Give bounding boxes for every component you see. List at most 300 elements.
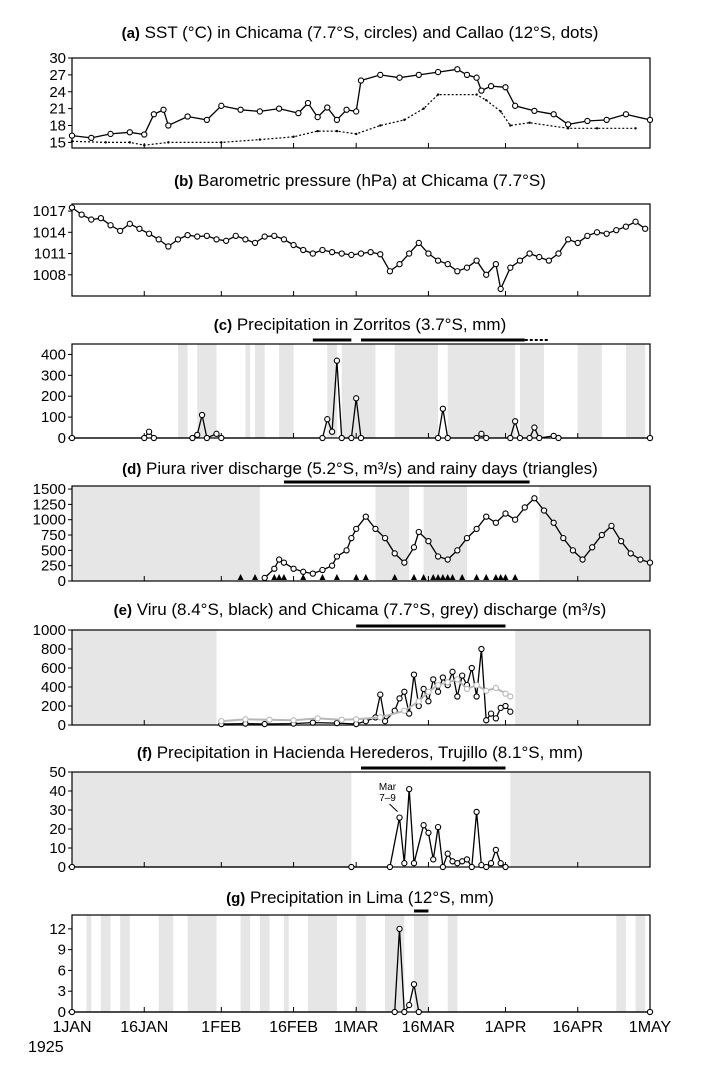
data-point xyxy=(310,571,315,576)
data-point xyxy=(460,673,465,678)
panel-a xyxy=(49,23,652,151)
data-point xyxy=(614,228,619,233)
data-point xyxy=(69,205,74,210)
data-point xyxy=(402,560,407,565)
data-point xyxy=(108,223,113,228)
data-point xyxy=(455,67,460,72)
data-point xyxy=(426,699,431,704)
data-point xyxy=(325,105,330,110)
data-point xyxy=(252,240,257,245)
data-point xyxy=(368,250,373,255)
data-point xyxy=(98,216,103,221)
y-tick-label: 40 xyxy=(49,783,66,800)
panel-tag-c: (c) xyxy=(213,317,233,334)
data-point xyxy=(89,217,94,222)
y-tick-label: 10 xyxy=(49,840,66,857)
y-tick-label: 400 xyxy=(40,679,66,696)
plot-frame-a xyxy=(72,58,650,148)
data-point xyxy=(195,234,200,239)
data-point xyxy=(291,566,296,571)
data-point xyxy=(262,234,267,239)
data-point xyxy=(281,560,286,565)
data-point xyxy=(267,717,272,722)
shaded-period xyxy=(520,344,544,438)
data-point xyxy=(69,133,74,138)
data-point xyxy=(378,715,383,720)
panel-f xyxy=(49,743,650,876)
shaded-period xyxy=(308,915,337,1012)
panel-tag-g: (g) xyxy=(226,890,246,907)
data-point xyxy=(71,140,73,142)
panel-tag-e: (e) xyxy=(113,602,132,619)
data-point xyxy=(566,122,571,127)
data-point xyxy=(469,665,474,670)
data-point xyxy=(445,262,450,267)
data-point xyxy=(355,133,357,135)
y-tick-label: 0 xyxy=(57,859,66,876)
shaded-period xyxy=(178,344,188,438)
data-point xyxy=(291,242,296,247)
data-point xyxy=(643,226,648,231)
shaded-period xyxy=(424,486,467,581)
panel-tag-a: (a) xyxy=(121,25,140,42)
data-point xyxy=(204,233,209,238)
data-point xyxy=(435,435,440,440)
data-point xyxy=(628,551,633,556)
data-point xyxy=(137,226,142,231)
data-point xyxy=(493,685,498,690)
data-point xyxy=(301,569,306,574)
data-point xyxy=(402,708,407,713)
data-point xyxy=(411,672,416,677)
shaded-period xyxy=(101,915,111,1012)
data-point xyxy=(647,435,652,440)
data-point xyxy=(310,720,315,725)
shaded-period xyxy=(260,915,270,1012)
data-point xyxy=(190,435,195,440)
y-tick-label: 6 xyxy=(57,962,66,980)
data-point xyxy=(485,99,487,101)
data-point xyxy=(407,251,412,256)
rainy-day-triangle xyxy=(498,574,504,580)
data-point xyxy=(315,716,320,721)
shaded-period xyxy=(72,772,351,867)
data-point xyxy=(339,717,344,722)
data-point xyxy=(301,247,306,252)
data-point xyxy=(272,233,277,238)
data-point xyxy=(233,233,238,238)
y-tick-label: 1000 xyxy=(32,511,66,529)
data-point xyxy=(503,511,508,516)
y-tick-label: 600 xyxy=(40,660,66,677)
data-point xyxy=(508,435,513,440)
data-point xyxy=(488,84,493,89)
data-point xyxy=(185,233,190,238)
shaded-period xyxy=(120,915,130,1012)
data-point xyxy=(79,212,84,217)
y-tick-label: 12 xyxy=(49,920,66,938)
data-point xyxy=(479,431,484,436)
data-point xyxy=(378,252,383,257)
panel-title-text-a: SST (°C) in Chicama (7.7°S, circles) and Callao (12°S, dots) xyxy=(139,23,599,42)
y-tick-label: 0 xyxy=(57,1004,66,1021)
y-tick-label: 300 xyxy=(40,367,66,385)
annotation-arrow xyxy=(390,804,398,812)
y-tick-label: 1008 xyxy=(32,266,66,284)
data-point xyxy=(358,78,363,83)
data-point xyxy=(411,982,416,987)
data-point xyxy=(445,851,450,856)
data-point xyxy=(464,686,469,691)
data-point xyxy=(354,717,359,722)
data-point xyxy=(464,535,469,540)
annotation-line: 7–9 xyxy=(379,793,396,804)
shaded-period xyxy=(245,344,250,438)
data-point xyxy=(358,251,363,256)
data-point xyxy=(604,231,609,236)
annotation-line: Mar xyxy=(378,782,397,793)
data-point xyxy=(647,1009,652,1014)
data-point xyxy=(175,237,180,242)
data-point xyxy=(127,130,132,135)
panel-title-text-d: Piura river discharge (5.2°S, m³/s) and rainy days (triangles) xyxy=(141,459,598,478)
data-point xyxy=(330,250,335,255)
data-point xyxy=(378,72,383,77)
y-tick-label: 750 xyxy=(40,527,66,545)
data-point xyxy=(604,117,609,122)
x-tick-label: 1JAN xyxy=(52,1019,92,1036)
y-tick-label: 0 xyxy=(57,573,66,590)
data-point xyxy=(151,112,156,117)
shaded-period xyxy=(515,630,650,725)
y-tick-label: 1000 xyxy=(32,622,66,639)
data-point xyxy=(633,219,638,224)
data-point xyxy=(204,117,209,122)
data-point xyxy=(354,526,359,531)
shaded-period xyxy=(539,486,650,581)
annotation-label xyxy=(379,782,397,804)
data-point xyxy=(325,417,330,422)
y-tick-label: 0 xyxy=(57,430,66,447)
data-point xyxy=(146,231,151,236)
data-point xyxy=(508,265,513,270)
data-point xyxy=(596,127,598,129)
data-point xyxy=(426,689,431,694)
data-point xyxy=(397,815,402,820)
data-point xyxy=(532,425,537,430)
data-point xyxy=(349,864,354,869)
data-point xyxy=(585,233,590,238)
data-point xyxy=(373,526,378,531)
data-point xyxy=(647,117,652,122)
x-year-label: 1925 xyxy=(28,1039,64,1056)
data-point xyxy=(69,1009,74,1014)
panel-title-text-g: Precipitation in Lima (12°S, mm) xyxy=(245,888,494,907)
data-point xyxy=(551,112,556,117)
data-point xyxy=(421,686,426,691)
y-tick-label: 200 xyxy=(40,698,66,715)
data-point xyxy=(199,412,204,417)
data-point xyxy=(358,435,363,440)
data-point xyxy=(422,107,424,109)
data-point xyxy=(416,240,421,245)
data-point xyxy=(532,496,537,501)
data-point xyxy=(402,1009,407,1014)
data-point xyxy=(142,132,147,137)
data-point xyxy=(334,117,339,122)
data-point xyxy=(397,75,402,80)
data-point xyxy=(517,435,522,440)
panel-title-f xyxy=(137,743,583,762)
data-point xyxy=(528,121,530,123)
y-tick-label: 500 xyxy=(40,542,66,560)
shaded-period xyxy=(510,772,650,867)
data-point xyxy=(403,119,405,121)
rainy-day-triangle xyxy=(281,574,287,580)
data-point xyxy=(426,251,431,256)
data-point xyxy=(479,88,484,93)
panel-tag-d: (d) xyxy=(122,461,142,478)
data-point xyxy=(382,719,387,724)
data-point xyxy=(118,228,123,233)
x-tick-label: 16JAN xyxy=(120,1019,169,1036)
data-point xyxy=(484,435,489,440)
data-point xyxy=(594,230,599,235)
data-point xyxy=(493,520,498,525)
data-point xyxy=(638,557,643,562)
data-point xyxy=(484,272,489,277)
data-point xyxy=(382,535,387,540)
data-point xyxy=(349,252,354,257)
data-point xyxy=(634,127,636,129)
shaded-period xyxy=(636,915,646,1012)
data-point xyxy=(435,258,440,263)
data-point xyxy=(407,1002,412,1007)
data-point xyxy=(580,557,585,562)
panel-title-d xyxy=(122,459,598,478)
data-point xyxy=(349,435,354,440)
data-point xyxy=(281,237,286,242)
data-point xyxy=(440,406,445,411)
data-point xyxy=(407,787,412,792)
panel-tag-b: (b) xyxy=(174,173,194,190)
data-point xyxy=(513,103,518,108)
data-point xyxy=(567,127,569,129)
data-point xyxy=(89,135,94,140)
panel-title-c xyxy=(214,315,507,334)
data-point xyxy=(609,523,614,528)
data-point xyxy=(411,861,416,866)
data-point xyxy=(585,118,590,123)
data-point xyxy=(387,864,392,869)
data-point xyxy=(277,557,282,562)
y-tick-label: 3 xyxy=(57,983,66,1001)
data-point xyxy=(378,692,383,697)
x-tick-label: 1FEB xyxy=(201,1019,242,1036)
y-tick-label: 1014 xyxy=(32,224,66,242)
rainy-day-triangle xyxy=(512,574,518,580)
series-line-chicama xyxy=(72,208,645,289)
shaded-period xyxy=(356,915,366,1012)
y-tick-label: 18 xyxy=(49,117,66,135)
data-point xyxy=(259,138,261,140)
data-point xyxy=(363,514,368,519)
data-point xyxy=(185,114,190,119)
panel-title-g xyxy=(226,888,494,907)
data-point xyxy=(69,435,74,440)
plot-frame-b xyxy=(72,204,650,296)
data-point xyxy=(411,545,416,550)
panel-title-b xyxy=(174,171,546,190)
data-point xyxy=(503,703,508,708)
rainy-day-triangle xyxy=(411,574,417,580)
data-point xyxy=(513,419,518,424)
data-point xyxy=(416,529,421,534)
data-point xyxy=(435,554,440,559)
rainy-day-triangle xyxy=(334,574,340,580)
data-point xyxy=(537,254,542,259)
data-point xyxy=(315,114,320,119)
data-point xyxy=(272,566,277,571)
panel-title-text-c: Precipitation in Zorritos (3.7°S, mm) xyxy=(232,315,507,334)
data-point xyxy=(407,711,412,716)
data-point xyxy=(551,520,556,525)
data-point xyxy=(161,107,166,112)
y-tick-label: 100 xyxy=(40,409,66,427)
x-tick-label: 16FEB xyxy=(269,1019,319,1036)
panel-title-text-e: Viru (8.4°S, black) and Chicama (7.7°S, grey) discharge (m³/s) xyxy=(132,600,607,619)
x-tick-label: 1APR xyxy=(484,1019,527,1036)
data-point xyxy=(214,431,219,436)
data-point xyxy=(108,131,113,136)
data-point xyxy=(493,262,498,267)
data-point xyxy=(166,244,171,249)
data-point xyxy=(219,103,224,108)
data-point xyxy=(416,72,421,77)
data-point xyxy=(556,251,561,256)
data-point xyxy=(262,721,267,726)
data-point xyxy=(570,548,575,553)
data-point xyxy=(474,435,479,440)
y-tick-label: 15 xyxy=(49,134,66,152)
data-point xyxy=(354,396,359,401)
data-point xyxy=(537,435,542,440)
data-point xyxy=(532,108,537,113)
y-tick-label: 27 xyxy=(49,66,66,84)
data-point xyxy=(105,141,107,143)
data-point xyxy=(590,545,595,550)
data-point xyxy=(214,237,219,242)
shaded-period xyxy=(159,915,173,1012)
data-point xyxy=(334,358,339,363)
data-point xyxy=(599,532,604,537)
data-point xyxy=(647,560,652,565)
data-point xyxy=(397,926,402,931)
data-point xyxy=(219,719,224,724)
data-point xyxy=(484,688,489,693)
data-point xyxy=(464,265,469,270)
data-point xyxy=(344,107,349,112)
data-point xyxy=(484,864,489,869)
data-point xyxy=(397,696,402,701)
data-point xyxy=(455,548,460,553)
data-point xyxy=(503,864,508,869)
data-point xyxy=(392,1009,397,1014)
data-point xyxy=(475,93,477,95)
y-tick-label: 24 xyxy=(49,83,66,101)
data-point xyxy=(339,251,344,256)
rainy-day-triangle xyxy=(319,574,325,580)
data-point xyxy=(349,535,354,540)
data-point xyxy=(517,258,522,263)
data-point xyxy=(619,539,624,544)
data-point xyxy=(296,111,301,116)
rainy-day-triangle xyxy=(353,574,359,580)
shaded-period xyxy=(241,915,251,1012)
panel-title-a xyxy=(122,23,599,42)
data-point xyxy=(508,709,513,714)
data-point xyxy=(445,557,450,562)
data-point xyxy=(541,508,546,513)
data-point xyxy=(431,857,436,862)
data-point xyxy=(316,130,318,132)
data-point xyxy=(431,677,436,682)
data-point xyxy=(435,689,440,694)
panel-tag-f: (f) xyxy=(136,745,152,762)
data-point xyxy=(392,551,397,556)
data-point xyxy=(320,435,325,440)
data-point xyxy=(426,539,431,544)
data-point xyxy=(224,238,229,243)
data-point xyxy=(344,548,349,553)
data-point xyxy=(503,691,508,696)
data-point xyxy=(320,567,325,572)
data-point xyxy=(339,435,344,440)
rainy-day-triangle xyxy=(483,574,489,580)
data-point xyxy=(238,107,243,112)
data-point xyxy=(474,526,479,531)
shaded-period xyxy=(284,915,289,1012)
shaded-period xyxy=(342,344,376,438)
data-point xyxy=(445,435,450,440)
data-point xyxy=(469,864,474,869)
panel-b xyxy=(33,171,650,296)
y-tick-label: 9 xyxy=(57,941,66,959)
data-point xyxy=(474,258,479,263)
data-point xyxy=(354,109,359,114)
data-point xyxy=(484,718,489,723)
data-point xyxy=(334,721,339,726)
data-point xyxy=(499,110,501,112)
data-point xyxy=(243,237,248,242)
y-tick-label: 50 xyxy=(49,764,66,781)
data-point xyxy=(320,247,325,252)
shaded-period xyxy=(395,344,438,438)
data-point xyxy=(151,435,156,440)
data-point xyxy=(397,262,402,267)
data-point xyxy=(450,669,455,674)
data-point xyxy=(402,689,407,694)
data-point xyxy=(474,809,479,814)
y-tick-label: 30 xyxy=(49,802,66,819)
data-point xyxy=(334,554,339,559)
data-point xyxy=(291,718,296,723)
rainy-day-triangle xyxy=(276,574,282,580)
data-point xyxy=(204,435,209,440)
data-point xyxy=(455,677,460,682)
x-tick-label: 16MAR xyxy=(401,1019,456,1036)
data-point xyxy=(455,269,460,274)
